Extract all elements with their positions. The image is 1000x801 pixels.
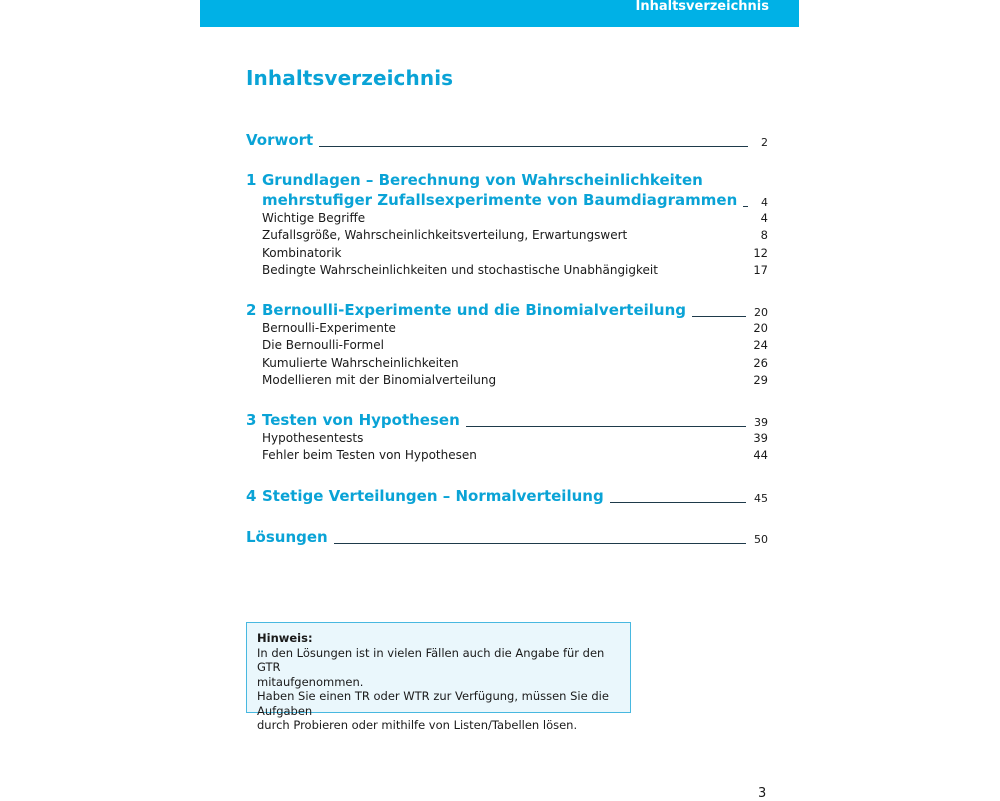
toc-subentry[interactable] (262, 446, 768, 463)
toc-subentry-label: Zufallsgröße, Wahrscheinlichkeitsverteilung, Erwartungswert (262, 227, 628, 242)
toc-chapter-number: 3 (246, 411, 257, 429)
toc-entry-label: Lösungen (246, 528, 328, 546)
toc-entry-vorwort[interactable] (246, 128, 768, 150)
toc-entry-page: 2 (761, 136, 768, 149)
note-text-line: mitaufgenommen. (257, 674, 364, 689)
toc-entry-label: Vorwort (246, 131, 314, 149)
toc-subentry-page: 20 (753, 320, 768, 335)
toc-chapter-number: 1 (246, 171, 257, 189)
toc-subentry-label: Wichtige Begriffe (262, 210, 366, 225)
toc-entry-page: 50 (754, 533, 768, 546)
toc-subentry-page: 44 (753, 447, 768, 462)
toc-chapter-1-title-line1[interactable] (246, 170, 768, 190)
toc-chapter-4[interactable] (246, 484, 768, 506)
toc-subentry-label: Fehler beim Testen von Hypothesen (262, 447, 477, 462)
toc-leader-line (334, 542, 746, 544)
toc-leader-line (743, 205, 748, 207)
toc-leader-line (466, 425, 746, 427)
toc-subentry-page: 26 (753, 355, 768, 370)
toc-subentry-label: Hypothesentests (262, 430, 364, 445)
toc-subentry-label: Modellieren mit der Binomialverteilung (262, 372, 497, 387)
toc-leader-line (319, 145, 748, 147)
toc-chapter-number: 2 (246, 301, 257, 319)
toc-leader-line (692, 315, 746, 317)
toc-chapter-2[interactable] (246, 298, 768, 320)
toc-subentry-page: 4 (760, 210, 768, 225)
toc-subentry[interactable] (262, 371, 768, 388)
header-bar (200, 0, 799, 27)
header-title: Inhaltsverzeichnis (635, 0, 769, 14)
toc-leader-line (610, 501, 746, 503)
toc-subentry[interactable] (262, 319, 768, 336)
toc-subentry-page: 29 (753, 372, 768, 387)
toc-subentry-page: 12 (753, 245, 768, 260)
toc-chapter-label: Grundlagen – Berechnung von Wahrscheinlichkeiten (262, 171, 703, 189)
toc-subentry-label: Bernoulli-Experimente (262, 320, 396, 335)
toc-subentry-page: 17 (753, 262, 768, 277)
toc-chapter-number: 4 (246, 487, 257, 505)
toc-subentry-label: Bedingte Wahrscheinlichkeiten und stochastische Unabhängigkeit (262, 262, 658, 277)
toc-chapter-label: mehrstufiger Zufallsexperimente von Baumdiagrammen (262, 191, 738, 209)
toc-subentry-page: 8 (760, 227, 768, 242)
toc-entry-page: 45 (754, 492, 768, 505)
toc-chapter-label: Bernoulli-Experimente und die Binomialverteilung (262, 301, 686, 319)
toc-entry-page: 39 (754, 416, 768, 429)
toc-subentry-label: Kombinatorik (262, 245, 342, 260)
toc-entry-page: 4 (761, 196, 768, 209)
toc-chapter-3[interactable] (246, 408, 768, 430)
toc-chapter-1-title-line2[interactable] (262, 188, 768, 210)
toc-subentry[interactable] (262, 261, 768, 278)
toc-subentry[interactable] (262, 244, 768, 261)
toc-entry-loesungen[interactable] (246, 525, 768, 547)
toc-entry-page: 20 (754, 306, 768, 319)
toc-subentry[interactable] (262, 209, 768, 226)
toc-subentry[interactable] (262, 354, 768, 371)
toc-subentry-label: Die Bernoulli-Formel (262, 337, 384, 352)
toc-subentry[interactable] (262, 336, 768, 353)
toc-chapter-label: Testen von Hypothesen (262, 411, 460, 429)
page-title: Inhaltsverzeichnis (246, 66, 454, 90)
note-text-line: durch Probieren oder mithilfe von Listen/Tabellen lösen. (257, 718, 578, 732)
toc-subentry[interactable] (262, 226, 768, 243)
note-text-line: Haben Sie einen TR oder WTR zur Verfügung, müssen Sie die Aufgaben (257, 689, 609, 718)
page-number: 3 (758, 786, 767, 801)
toc-subentry-label: Kumulierte Wahrscheinlichkeiten (262, 355, 459, 370)
note-text-line: In den Lösungen ist in vielen Fällen auch die Angabe für den GTR (257, 645, 605, 674)
toc-chapter-label: Stetige Verteilungen – Normalverteilung (262, 487, 604, 505)
note-box (246, 622, 631, 732)
toc-subentry[interactable] (262, 429, 768, 446)
toc-subentry-page: 24 (753, 337, 768, 352)
note-heading: Hinweis: (257, 631, 313, 645)
toc-subentry-page: 39 (753, 430, 768, 445)
